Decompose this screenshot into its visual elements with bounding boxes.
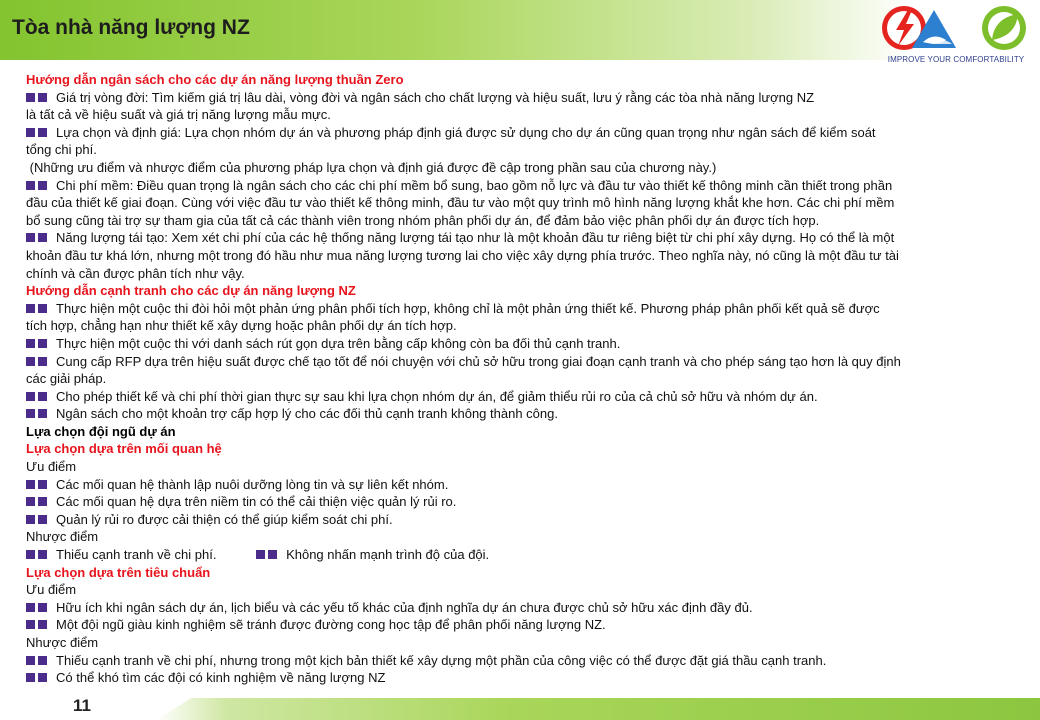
list-item: Chi phí mềm: Điều quan trọng là ngân sách cho các chi phí mềm bổ sung, bao gồm nỗ lực và đầu tư vào thiết kế thông minh cần thiết trong phần	[26, 177, 1022, 195]
list-item-continuation: chính và cần được phân tích như vậy.	[26, 265, 245, 281]
list-item: Quản lý rủi ro được cải thiện có thể giúp kiểm soát chi phí.	[26, 511, 1022, 529]
section-title-relationship: Lựa chọn dựa trên mối quan hệ	[26, 441, 222, 457]
list-item: Ngân sách cho một khoản trợ cấp hợp lý cho các đối thủ cạnh tranh không thành công.	[26, 405, 1022, 423]
list-item: Các mối quan hệ thành lập nuôi dưỡng lòng tin và sự liên kết nhóm.	[26, 476, 1022, 494]
page-title: Tòa nhà năng lượng NZ	[12, 16, 250, 39]
pros-label: Ưu điểm	[26, 459, 77, 475]
list-item: Một đội ngũ giàu kinh nghiệm sẽ tránh được đường cong học tập để phân phối năng lượng NZ.	[26, 616, 1022, 634]
slide-content	[26, 71, 1022, 687]
page-number: 11	[73, 696, 91, 715]
list-item: Thực hiện một cuộc thi với danh sách rút gọn dựa trên bằng cấp không còn ba đối thủ cạnh tranh.	[26, 335, 1022, 353]
section-title-team: Lựa chọn đội ngũ dự án	[26, 423, 176, 439]
list-item: Cho phép thiết kế và chi phí thời gian thực sự sau khi lựa chọn nhóm dự án, để giảm thiểu rủi ro của cả chủ sở hữu và nhóm dự án.	[26, 388, 1022, 406]
logo-icon	[876, 2, 1036, 54]
bullet-icon	[26, 476, 50, 494]
list-item-continuation: tổng chi phí.	[26, 142, 97, 158]
bullet-icon	[26, 616, 50, 634]
list-item-continuation: khoản đầu tư khá lớn, nhưng một trong đó hầu như mua năng lượng tương lai cho việc xây dựng phía trước. Theo nghĩa này, nó cũng là một đầu tư tài	[26, 247, 899, 263]
list-item: Không nhấn mạnh trình độ của đội.	[256, 546, 489, 564]
bullet-icon	[256, 546, 280, 564]
list-item: Các mối quan hệ dựa trên niềm tin có thể cải thiện việc quản lý rủi ro.	[26, 493, 1022, 511]
footer-band	[156, 698, 1040, 720]
bullet-icon	[26, 124, 50, 142]
bullet-icon	[26, 89, 50, 107]
list-item-note: (Những ưu điểm và nhược điểm của phương pháp lựa chọn và định giá được đề cập trong phần sau của chương này.)	[26, 159, 717, 175]
pros-label: Ưu điểm	[26, 582, 77, 598]
logo-tagline: IMPROVE YOUR COMFORTABILITY	[887, 55, 1025, 64]
bullet-icon	[26, 388, 50, 406]
bullet-icon	[26, 335, 50, 353]
cons-label: Nhược điểm	[26, 635, 99, 650]
bullet-icon	[26, 353, 50, 371]
list-item: Thiếu cạnh tranh về chi phí, nhưng trong một kịch bản thiết kế xây dựng một phần của công việc có thể được đặt giá thầu cạnh tranh.	[26, 652, 1022, 670]
list-item-continuation: đầu của thiết kế giai đoạn. Cùng với việc đầu tư vào thiết kế thông minh, đầu tư vào một quy trình mô hình năng lượng khắt khe hơn. Các chi phí mềm	[26, 195, 895, 211]
list-item: Năng lượng tái tạo: Xem xét chi phí của các hệ thống năng lượng tái tạo như là một khoản đầu tư riêng biệt từ chi phí xây dựng. Họ có thể là một	[26, 229, 1022, 247]
bullet-icon	[26, 669, 50, 687]
cons-label: Nhược điểm	[26, 529, 99, 545]
company-logo	[876, 2, 1036, 68]
bullet-icon	[26, 229, 50, 247]
bullet-icon	[26, 511, 50, 529]
list-item: Giá trị vòng đời: Tìm kiếm giá trị lâu dài, vòng đời và ngân sách cho chất lượng và hiệu suất, lưu ý rằng các tòa nhà năng lượng NZ	[26, 89, 1022, 107]
bullet-icon	[26, 599, 50, 617]
list-item: Thực hiện một cuộc thi đòi hỏi một phản ứng phân phối tích hợp, không chỉ là một phản ứng thiết kế. Phương pháp phân phối kết quả sẽ được	[26, 300, 1022, 318]
list-item: Cung cấp RFP dựa trên hiệu suất được chế tạo tốt để nói chuyện với chủ sở hữu trong giai đoạn cạnh tranh và cho phép sáng tạo hơn là quy định	[26, 353, 1022, 371]
section-title-budget: Hướng dẫn ngân sách cho các dự án năng lượng thuần Zero	[26, 72, 404, 87]
list-item: Hữu ích khi ngân sách dự án, lịch biểu và các yếu tố khác của định nghĩa dự án chưa được chủ sở hữu xác định đầy đủ.	[26, 599, 1022, 617]
bullet-icon	[26, 405, 50, 423]
list-item-row: Thiếu cạnh tranh về chi phí. Không nhấn mạnh trình độ của đội.	[26, 546, 1022, 564]
section-title-criteria: Lựa chọn dựa trên tiêu chuẩn	[26, 564, 211, 580]
bullet-icon	[26, 546, 50, 564]
list-item-continuation: tích hợp, chẳng hạn như thiết kế xây dựng hoặc phân phối dự án tích hợp.	[26, 318, 457, 334]
list-item-continuation: bổ sung cũng tài trợ sự tham gia của tất cả các thành viên trong nhóm phân phối dự án, để đảm bảo việc phân phối dự án được tích hợp.	[26, 212, 820, 228]
list-item-continuation: các giải pháp.	[26, 371, 107, 387]
list-item: Có thể khó tìm các đội có kinh nghiệm về năng lượng NZ	[26, 669, 1022, 687]
bullet-icon	[26, 493, 50, 511]
bullet-icon	[26, 652, 50, 670]
list-item: Lựa chọn và định giá: Lựa chọn nhóm dự án và phương pháp định giá được sử dụng cho dự án cũng quan trọng như ngân sách để kiểm soát	[26, 124, 1022, 142]
section-title-competition: Hướng dẫn cạnh tranh cho các dự án năng lượng NZ	[26, 283, 356, 299]
bullet-icon	[26, 300, 50, 318]
bullet-icon	[26, 177, 50, 195]
list-item-continuation: là tất cả về hiệu suất và giá trị năng lượng mẫu mực.	[26, 107, 331, 123]
